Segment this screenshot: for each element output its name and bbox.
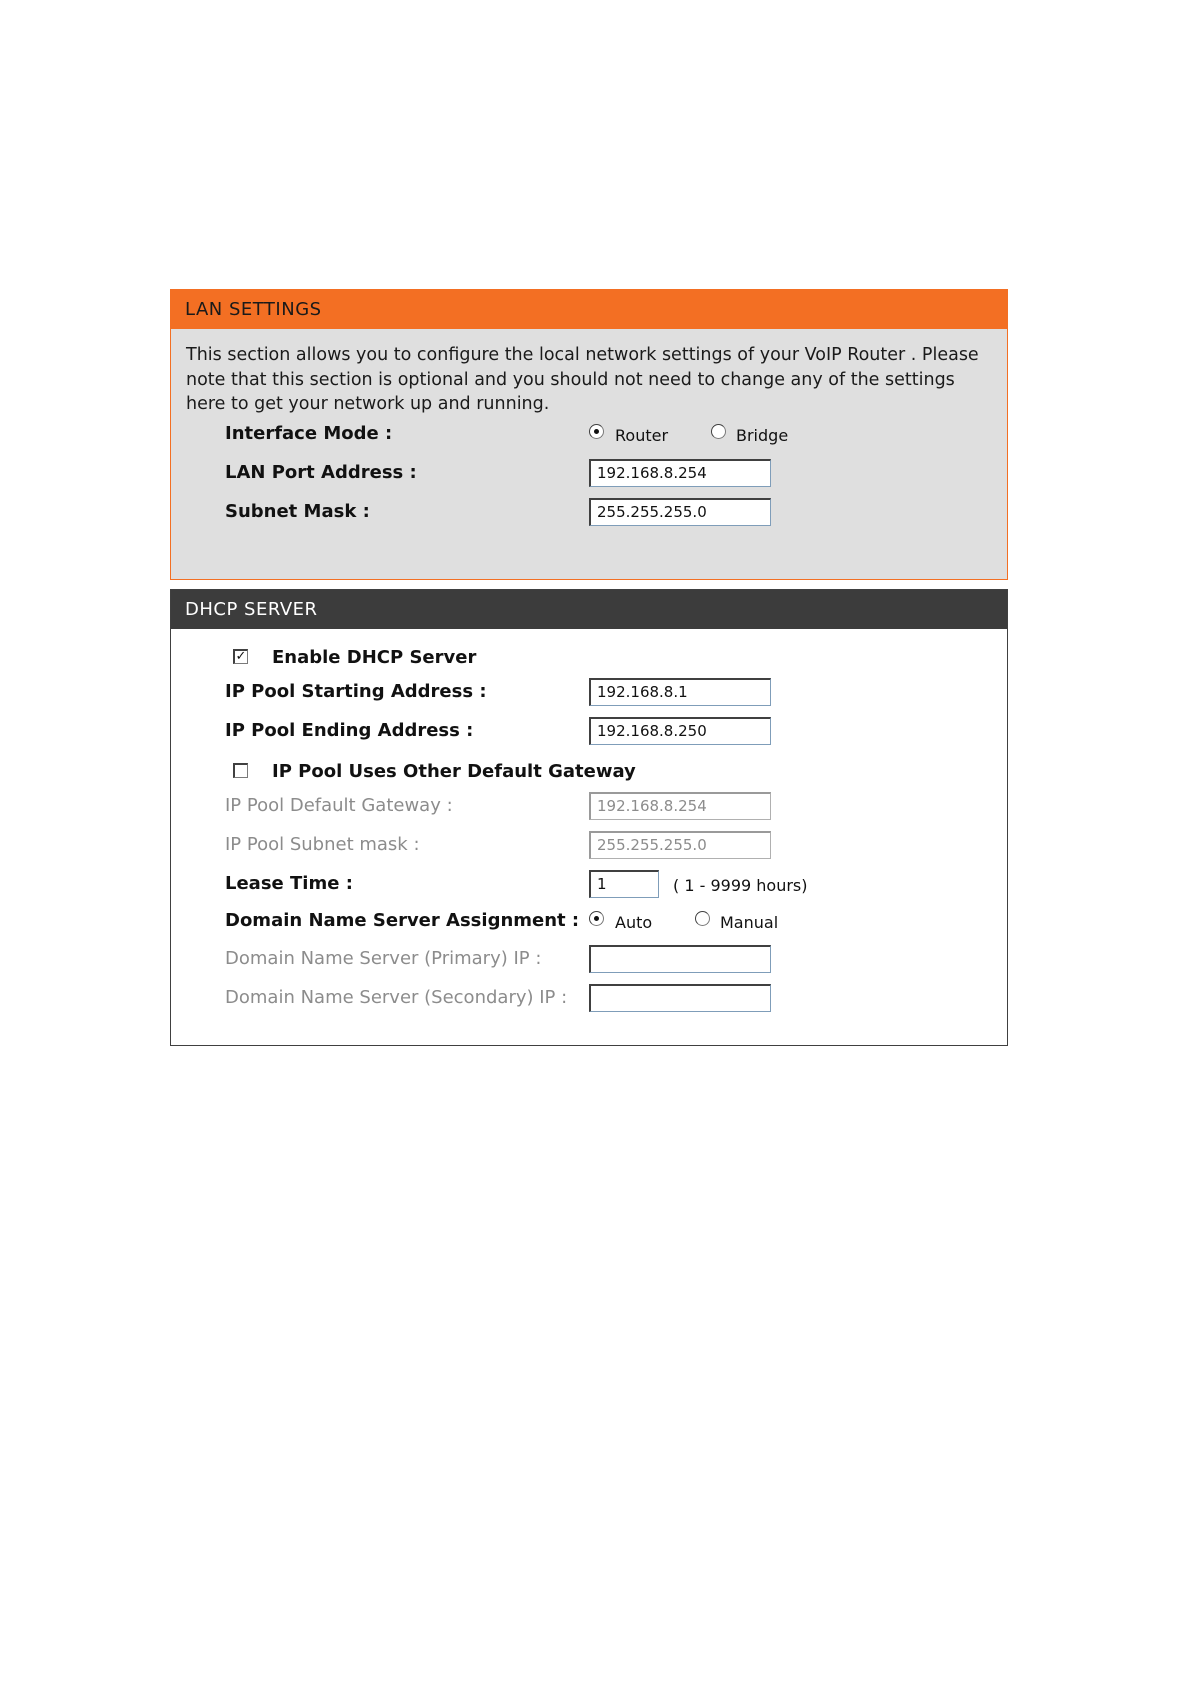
lease-time-label: Lease Time : <box>225 873 353 894</box>
interface-mode-row <box>171 419 1007 449</box>
pool-subnet-mask-row <box>171 830 1007 860</box>
ip-pool-end-input[interactable]: 192.168.8.250 <box>589 717 771 745</box>
dns-manual-radio[interactable] <box>695 911 710 926</box>
interface-mode-label: Interface Mode : <box>225 423 393 444</box>
default-gateway-label: IP Pool Default Gateway : <box>225 795 453 816</box>
interface-mode-bridge-radio[interactable] <box>711 424 726 439</box>
dhcp-server-panel <box>170 589 1008 1046</box>
use-other-gateway-row <box>171 757 1007 787</box>
dhcp-server-header: DHCP SERVER <box>171 590 1007 629</box>
subnet-mask-input[interactable]: 255.255.255.0 <box>589 498 771 526</box>
pool-subnet-mask-label: IP Pool Subnet mask : <box>225 834 420 855</box>
default-gateway-input[interactable]: 192.168.8.254 <box>589 792 771 820</box>
dns-assignment-label: Domain Name Server Assignment : <box>225 910 580 931</box>
dns-manual-label[interactable]: Manual <box>720 913 779 932</box>
dns-assignment-row <box>171 906 1007 936</box>
use-other-gateway-checkbox[interactable] <box>233 763 248 778</box>
lease-time-hint: ( 1 - 9999 hours) <box>673 876 808 895</box>
subnet-mask-row <box>171 497 1007 527</box>
lease-time-row <box>171 869 1007 899</box>
ip-pool-start-row <box>171 677 1007 707</box>
enable-dhcp-row <box>171 643 1007 673</box>
lan-settings-header: LAN SETTINGS <box>171 290 1007 329</box>
lan-port-address-input[interactable]: 192.168.8.254 <box>589 459 771 487</box>
subnet-mask-label: Subnet Mask : <box>225 501 370 522</box>
enable-dhcp-checkbox[interactable]: ✓ <box>233 649 248 664</box>
dns-secondary-input[interactable] <box>589 984 771 1012</box>
dns-primary-row <box>171 944 1007 974</box>
dns-auto-radio[interactable] <box>589 911 604 926</box>
ip-pool-end-row <box>171 716 1007 746</box>
interface-mode-router-radio[interactable] <box>589 424 604 439</box>
use-other-gateway-label[interactable]: IP Pool Uses Other Default Gateway <box>272 761 636 782</box>
dns-primary-label: Domain Name Server (Primary) IP : <box>225 948 542 969</box>
default-gateway-row <box>171 791 1007 821</box>
dns-auto-label[interactable]: Auto <box>615 913 653 932</box>
dns-primary-input[interactable] <box>589 945 771 973</box>
lan-port-address-label: LAN Port Address : <box>225 462 417 483</box>
lease-time-input[interactable]: 1 <box>589 870 659 898</box>
lan-port-address-row <box>171 458 1007 488</box>
pool-subnet-mask-input[interactable]: 255.255.255.0 <box>589 831 771 859</box>
ip-pool-start-label: IP Pool Starting Address : <box>225 681 487 702</box>
dns-secondary-row <box>171 983 1007 1013</box>
dns-secondary-label: Domain Name Server (Secondary) IP : <box>225 987 568 1008</box>
ip-pool-end-label: IP Pool Ending Address : <box>225 720 474 741</box>
ip-pool-start-input[interactable]: 192.168.8.1 <box>589 678 771 706</box>
lan-settings-panel <box>170 289 1008 580</box>
enable-dhcp-label[interactable]: Enable DHCP Server <box>272 647 477 668</box>
interface-mode-router-label[interactable]: Router <box>615 426 669 445</box>
interface-mode-bridge-label[interactable]: Bridge <box>736 426 789 445</box>
lan-settings-description: This section allows you to configure the local network settings of your VoIP Router . Please note that this section is optional and you should not need to change any of the settings here to get your network up and running. <box>186 345 979 414</box>
